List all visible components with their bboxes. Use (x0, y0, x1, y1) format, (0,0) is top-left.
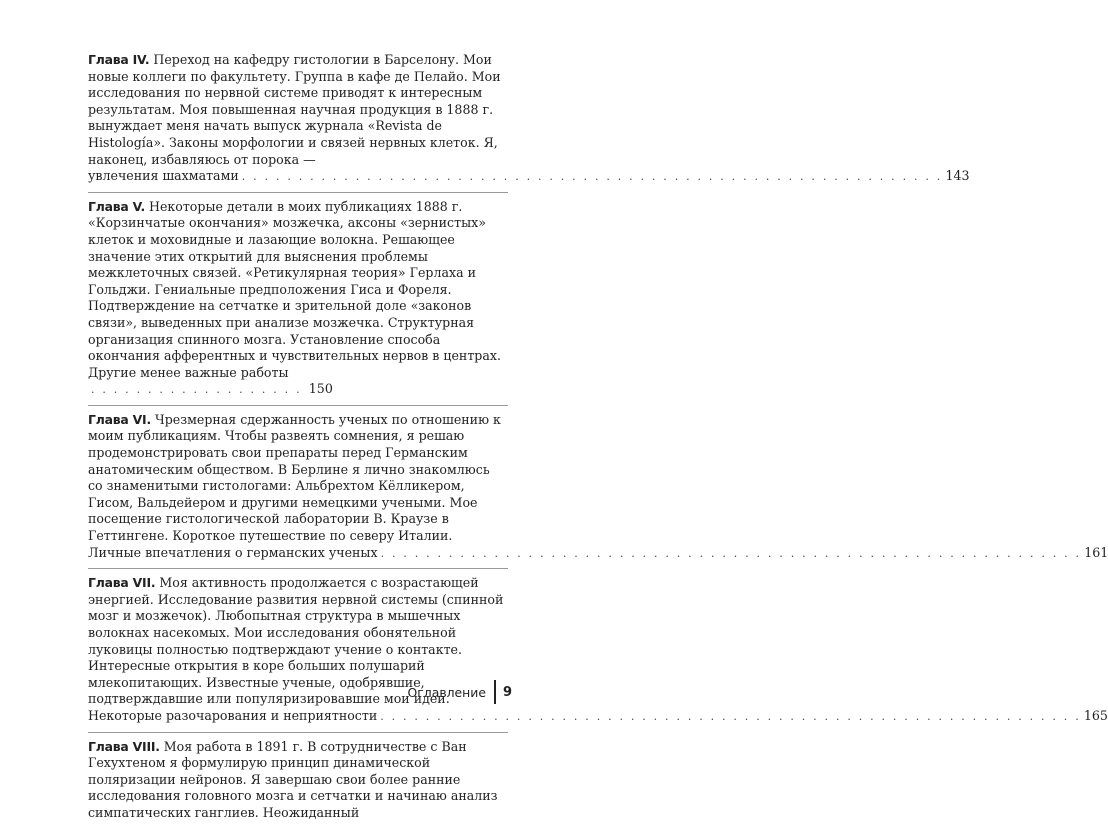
toc-entry-chapter-4 (88, 50, 970, 193)
table-of-contents (88, 50, 1108, 828)
chapter-label: Глава V. (88, 198, 145, 214)
chapter-description: Моя работа в 1891 г. В сотрудничестве с Ван Гехухтеном я формулирую принцип динамической поляризации нейронов. Я завершаю свои более ранние исследования головного мозга и сетчатки и начинаю анализ симпатических ганглиев. Неожиданный (88, 738, 498, 820)
chapter-label: Глава VII. (88, 575, 156, 591)
chapter-description-end: Личные впечатления о германских ученых (88, 544, 378, 560)
chapter-description: Некоторые детали в моих публикациях 1888 г. «Корзинчатые окончания» мозжечка, аксоны «зернистых» клеток и моховидные и лазающие волокна. Решающее значение этих открытий для выяснения проблемы межклеточных связей. «Ретикулярная теория» Герлаха и Гольджи. Гениальные предположения Гиса и Фореля. Подтверждение на сетчатке и зрительной доле «законов связи», выведенных при анализе мозжечка. Структурная организация спинного мозга. Установление способа окончания афферентных и чувствительных нервов в центрах. Другие менее важные работы (88, 198, 501, 380)
toc-entry-text (88, 412, 508, 545)
toc-entry-chapter-5 (88, 193, 508, 406)
chapter-description: Моя активность продолжается с возрастающей энергией. Исследование развития нервной системы (спинной мозг и мозжечок). Любопытная структура в мышечных волокнах насекомых. Мои исследования обонятельной луковицы полностью подтверждают учение о контакте. Интересные открытия в коре больших полушарий млекопитающих. Известные ученые, одобрявшие, подтверждавшие или популяризировавшие мои идеи. (88, 575, 504, 707)
running-footer-title: Оглавление (407, 684, 486, 700)
toc-leader-line[interactable] (88, 707, 1108, 726)
page-number: 143 (945, 168, 970, 184)
chapter-label: Глава VI. (88, 411, 151, 427)
chapter-label: Глава VIII. (88, 738, 160, 754)
footer-divider (494, 680, 496, 704)
toc-entry-text (88, 52, 508, 168)
page-footer (408, 680, 512, 704)
chapter-description-end: Некоторые разочарования и неприятности (88, 707, 378, 723)
chapter-description-end: увлечения шахматами (88, 168, 239, 184)
dot-leader: . . . . . . . . . . . . . . . . . . . . . . . . . . . . . . . . . . . . . . . . . . . . . . . . . . . . . . . . . . . . . . (380, 546, 1082, 560)
toc-entry-chapter-8 (88, 733, 508, 828)
chapter-description: Чрезмерная сдержанность ученых по отношению к моим публикациям. Чтобы развеять сомнения, я решаю продемонстрировать свои препараты перед Германским анатомическим обществом. В Берлине я лично знакомлюсь со знаменитыми гистологами: Альбрехтом Кёлликером, Гисом, Вальдейером и другими немецкими учеными. Мое посещение гистологической лаборатории В. Краузе в Геттингене. Короткое путешествие по северу Италии. (88, 411, 501, 544)
dot-leader: . . . . . . . . . . . . . . . . . . . . . . . . . . . . . . . . . . . . . . . . . . . . . . . . . . . . . . . . . . . . . . (380, 709, 1081, 723)
page-number: 150 (308, 381, 333, 397)
chapter-label: Глава IV. (88, 52, 150, 67)
toc-entry-chapter-7 (88, 569, 1108, 732)
toc-entry-text (88, 739, 508, 822)
footer-page-number: 9 (502, 684, 512, 700)
page-number: 161 (1084, 544, 1108, 560)
toc-leader-line[interactable] (88, 544, 1108, 563)
toc-leader-line[interactable] (88, 199, 508, 399)
dot-leader: . . . . . . . . . . . . . . . . . . . . . . . . . . . . . . . . . . . . . . . . . . . . . . . . . . . . . . . . . . . . . . (241, 170, 943, 184)
toc-entry-text (88, 199, 501, 380)
page-number: 165 (1083, 707, 1108, 723)
toc-leader-line[interactable] (88, 168, 970, 186)
dot-leader: . . . . . . . . . . . . . . . . . . . (91, 383, 302, 397)
toc-entry-chapter-6 (88, 406, 1108, 569)
chapter-description: Переход на кафедру гистологии в Барселону. Мои новые коллеги по факультету. Группа в кафе де Пелайо. Мои исследования по нервной системе приводят к интересным результатам. Моя повышенная научная продукция в 1888 г. вынуждает меня начать выпуск журнала «Revista de Histología». Законы морфологии и связей нервных клеток. Я, наконец, избавляюсь от порока — (88, 52, 501, 167)
